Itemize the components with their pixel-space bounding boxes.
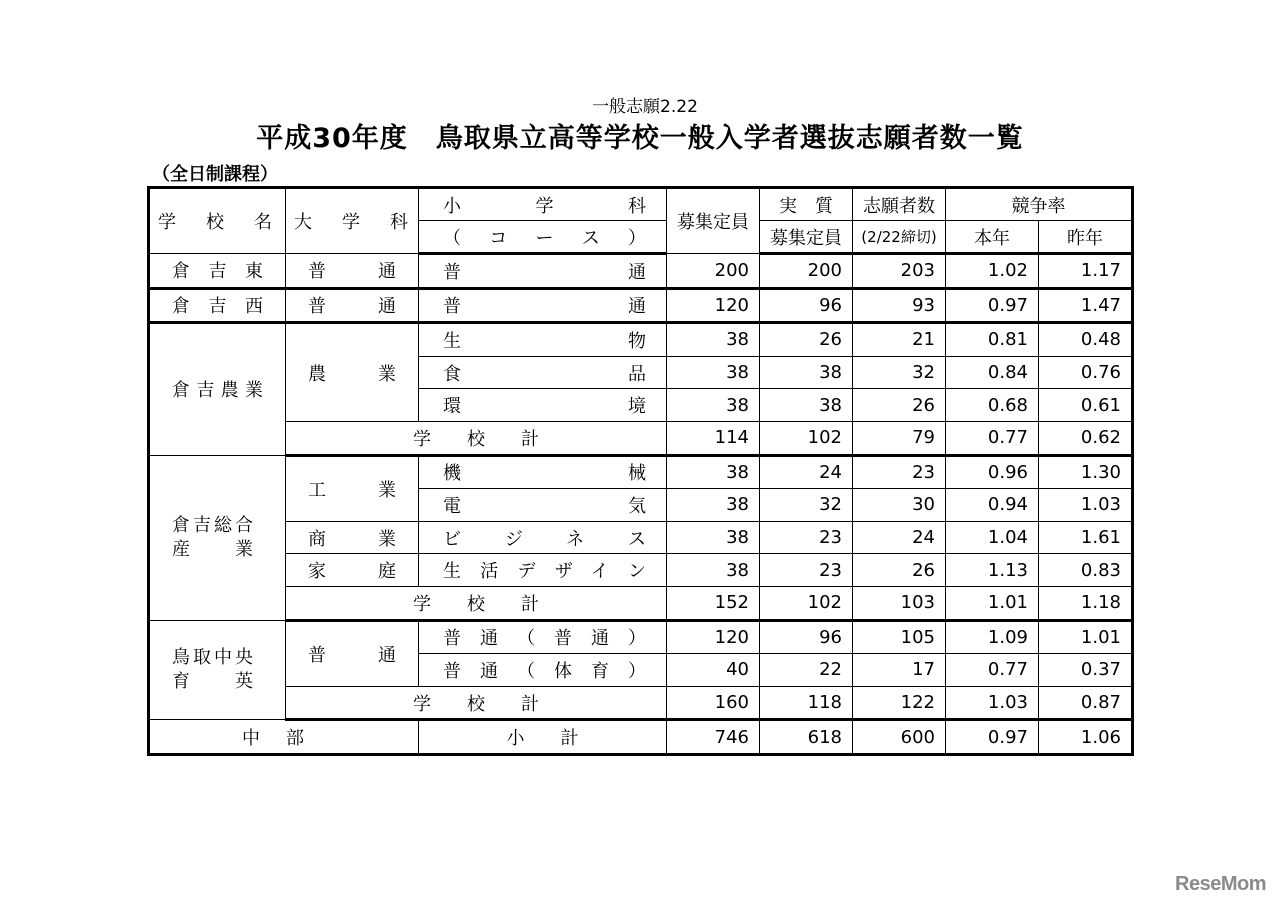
applicants-cell: 17 xyxy=(853,654,946,687)
real-capacity-cell: 26 xyxy=(760,323,853,357)
school-total-label: 学 校 計 xyxy=(286,421,667,455)
table-row xyxy=(149,288,1133,323)
capacity-cell: 38 xyxy=(667,323,760,357)
dept-name: 普通 xyxy=(286,620,419,686)
real-capacity-cell: 32 xyxy=(760,489,853,522)
table-row xyxy=(149,323,1133,357)
ratio-last-year-cell: 1.17 xyxy=(1039,254,1133,289)
applicants-cell: 26 xyxy=(853,389,946,422)
header-course: 小 学 科 xyxy=(419,188,667,221)
header-real-capacity-sub: 募集定員 xyxy=(760,221,853,254)
real-capacity-cell: 200 xyxy=(760,254,853,289)
real-capacity-cell: 22 xyxy=(760,654,853,687)
header-course-sub: （ コ ー ス ） xyxy=(419,221,667,254)
header-this-year: 本年 xyxy=(946,221,1039,254)
real-capacity-cell: 96 xyxy=(760,288,853,323)
school-total-label: 学 校 計 xyxy=(286,586,667,620)
course-type-caption: （全日制課程） xyxy=(152,164,278,185)
ratio-this-year-cell: 0.84 xyxy=(946,356,1039,389)
course-name: 環境 xyxy=(419,389,667,422)
capacity-cell: 120 xyxy=(667,620,760,654)
real-capacity-cell: 618 xyxy=(760,720,853,755)
ratio-last-year-cell: 0.37 xyxy=(1039,654,1133,687)
capacity-cell: 120 xyxy=(667,288,760,323)
ratio-last-year-cell: 0.61 xyxy=(1039,389,1133,422)
capacity-cell: 200 xyxy=(667,254,760,289)
ratio-this-year-cell: 1.03 xyxy=(946,686,1039,720)
ratio-this-year-cell: 1.13 xyxy=(946,554,1039,587)
applicants-cell: 23 xyxy=(853,455,946,489)
dept-name: 商業 xyxy=(286,521,419,554)
school-name: 倉吉農業 xyxy=(149,323,286,455)
capacity-cell: 152 xyxy=(667,586,760,620)
school-name: 倉吉東 xyxy=(149,254,286,289)
table-row xyxy=(149,521,1133,554)
applicants-cell: 103 xyxy=(853,586,946,620)
header-real-capacity: 実 質 xyxy=(760,188,853,221)
applicants-cell: 24 xyxy=(853,521,946,554)
ratio-last-year-cell: 1.18 xyxy=(1039,586,1133,620)
real-capacity-cell: 23 xyxy=(760,521,853,554)
page-title: 平成30年度 鳥取県立高等学校一般入学者選抜志願者数一覧 xyxy=(256,123,1024,154)
table-row xyxy=(149,455,1133,489)
course-name: 普通 xyxy=(419,288,667,323)
ratio-this-year-cell: 0.96 xyxy=(946,455,1039,489)
capacity-cell: 38 xyxy=(667,489,760,522)
subtotal-label: 小 計 xyxy=(419,720,667,755)
capacity-cell: 38 xyxy=(667,455,760,489)
real-capacity-cell: 38 xyxy=(760,389,853,422)
ratio-last-year-cell: 0.48 xyxy=(1039,323,1133,357)
real-capacity-cell: 23 xyxy=(760,554,853,587)
header-capacity: 募集定員 xyxy=(667,188,760,254)
capacity-cell: 38 xyxy=(667,389,760,422)
applicants-cell: 30 xyxy=(853,489,946,522)
real-capacity-cell: 102 xyxy=(760,586,853,620)
applicants-cell: 122 xyxy=(853,686,946,720)
applicants-table xyxy=(147,186,1134,756)
header-last-year: 昨年 xyxy=(1039,221,1133,254)
capacity-cell: 114 xyxy=(667,421,760,455)
header-ratio: 競争率 xyxy=(946,188,1133,221)
school-name-line-1: 鳥取中央 xyxy=(172,646,256,668)
capacity-cell: 38 xyxy=(667,521,760,554)
course-name: 電気 xyxy=(419,489,667,522)
ratio-last-year-cell: 0.87 xyxy=(1039,686,1133,720)
school-total-label: 学 校 計 xyxy=(286,686,667,720)
course-name: ビジネス xyxy=(419,521,667,554)
school-name: 倉吉西 xyxy=(149,288,286,323)
ratio-this-year-cell: 0.68 xyxy=(946,389,1039,422)
ratio-this-year-cell: 1.04 xyxy=(946,521,1039,554)
applicants-cell: 32 xyxy=(853,356,946,389)
ratio-this-year-cell: 0.77 xyxy=(946,421,1039,455)
course-name: 食品 xyxy=(419,356,667,389)
dept-name: 工業 xyxy=(286,455,419,521)
applicants-cell: 600 xyxy=(853,720,946,755)
applicants-cell: 203 xyxy=(853,254,946,289)
ratio-last-year-cell: 1.01 xyxy=(1039,620,1133,654)
ratio-last-year-cell: 1.47 xyxy=(1039,288,1133,323)
table-row xyxy=(149,554,1133,587)
ratio-last-year-cell: 1.30 xyxy=(1039,455,1133,489)
ratio-this-year-cell: 0.94 xyxy=(946,489,1039,522)
real-capacity-cell: 96 xyxy=(760,620,853,654)
sub-heading: 一般志願2.22 xyxy=(592,97,698,117)
table-row xyxy=(149,620,1133,654)
ratio-this-year-cell: 1.01 xyxy=(946,586,1039,620)
school-name-line-2: 育 英 xyxy=(172,670,256,692)
ratio-this-year-cell: 0.77 xyxy=(946,654,1039,687)
school-name xyxy=(149,620,286,720)
course-name: 普通（体育） xyxy=(419,654,667,687)
ratio-this-year-cell: 0.81 xyxy=(946,323,1039,357)
ratio-last-year-cell: 0.76 xyxy=(1039,356,1133,389)
real-capacity-cell: 38 xyxy=(760,356,853,389)
applicants-cell: 26 xyxy=(853,554,946,587)
school-name-line-1: 倉吉総合 xyxy=(172,514,256,536)
ratio-last-year-cell: 0.83 xyxy=(1039,554,1133,587)
real-capacity-cell: 102 xyxy=(760,421,853,455)
applicants-cell: 79 xyxy=(853,421,946,455)
resemom-logo: ReseMom xyxy=(1175,873,1266,895)
dept-name: 普通 xyxy=(286,254,419,289)
capacity-cell: 38 xyxy=(667,554,760,587)
ratio-this-year-cell: 0.97 xyxy=(946,720,1039,755)
ratio-last-year-cell: 1.61 xyxy=(1039,521,1133,554)
course-name: 生活デザイン xyxy=(419,554,667,587)
school-name-line-2: 産 業 xyxy=(172,538,256,560)
school-total-row xyxy=(149,421,1133,455)
school-name xyxy=(149,455,286,620)
ratio-last-year-cell: 0.62 xyxy=(1039,421,1133,455)
header-applicants: 志願者数 xyxy=(853,188,946,221)
capacity-cell: 746 xyxy=(667,720,760,755)
applicants-cell: 105 xyxy=(853,620,946,654)
region-label: 中 部 xyxy=(149,720,419,755)
header-deadline: (2/22締切) xyxy=(853,221,946,254)
dept-name: 家庭 xyxy=(286,554,419,587)
applicants-cell: 93 xyxy=(853,288,946,323)
dept-name: 普通 xyxy=(286,288,419,323)
course-name: 普通 xyxy=(419,254,667,289)
school-total-row xyxy=(149,586,1133,620)
header-dept: 大 学 科 xyxy=(286,188,419,254)
ratio-last-year-cell: 1.06 xyxy=(1039,720,1133,755)
real-capacity-cell: 118 xyxy=(760,686,853,720)
capacity-cell: 38 xyxy=(667,356,760,389)
course-name: 生物 xyxy=(419,323,667,357)
ratio-this-year-cell: 1.02 xyxy=(946,254,1039,289)
course-name: 普通（普通） xyxy=(419,620,667,654)
real-capacity-cell: 24 xyxy=(760,455,853,489)
applicants-cell: 21 xyxy=(853,323,946,357)
ratio-this-year-cell: 0.97 xyxy=(946,288,1039,323)
header-school: 学 校 名 xyxy=(149,188,286,254)
school-total-row xyxy=(149,686,1133,720)
dept-name: 農業 xyxy=(286,323,419,422)
ratio-last-year-cell: 1.03 xyxy=(1039,489,1133,522)
subtotal-row xyxy=(149,720,1133,755)
ratio-this-year-cell: 1.09 xyxy=(946,620,1039,654)
course-name: 機械 xyxy=(419,455,667,489)
table-row xyxy=(149,254,1133,289)
capacity-cell: 160 xyxy=(667,686,760,720)
capacity-cell: 40 xyxy=(667,654,760,687)
